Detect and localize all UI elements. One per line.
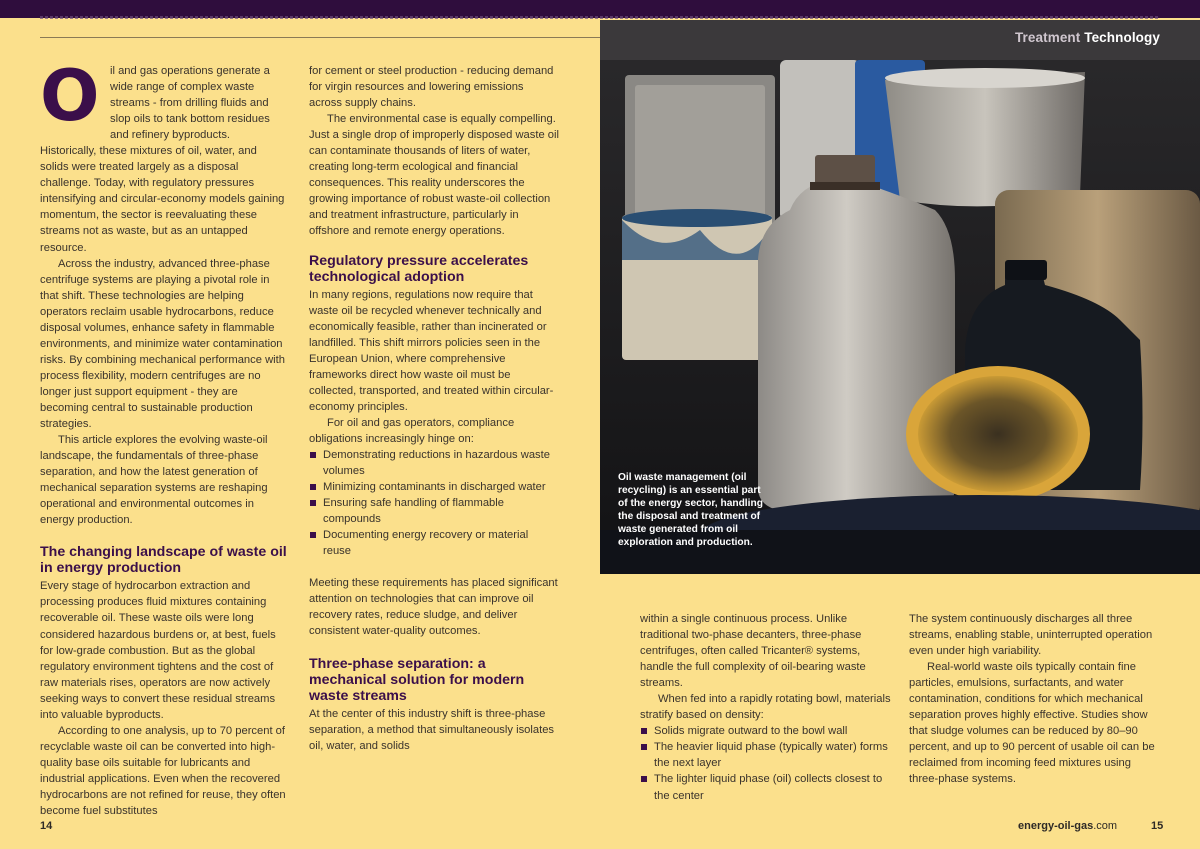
section-label — [1015, 30, 1160, 46]
list-item: Documenting energy recovery or material reuse — [309, 527, 559, 559]
list-item: Solids migrate outward to the bowl wall — [640, 723, 892, 739]
heading-regulatory: Regulatory pressure accelerates technological adoption — [309, 252, 529, 285]
column-3-paragraph-2: When fed into a rapidly rotating bowl, materials stratify based on density: — [640, 693, 891, 722]
three-phase-paragraph-1: At the center of this industry shift is three-phase separation, a method that simultaneously isolates oil, water, and solids — [309, 707, 555, 752]
list-item: Demonstrating reductions in hazardous waste volumes — [309, 447, 559, 479]
list-item: The heavier liquid phase (typically water) forms the next layer — [640, 739, 892, 771]
site-url-tld: .com — [1093, 820, 1118, 832]
column-1 — [40, 55, 288, 819]
list-item: Minimizing contaminants in discharged water — [309, 479, 559, 495]
intro-paragraph-2: Across the industry, advanced three-phase centrifuge systems are playing a pivotal role in that shift. These technologies are helping operators reclaim usable hydrocarbons, reduce disposal volumes, enhance safety in flammable environments, and minimize water contamination risks. By combining mechanical performance with process flexibility, modern centrifuges are no longer just support equipment - they are becoming central to sustainable production strategies. — [40, 257, 285, 431]
density-list — [640, 723, 892, 803]
section-label-bold: Technology — [1084, 30, 1160, 45]
regulatory-paragraph-2: For oil and gas operators, compliance obligations increasingly hinge on: — [309, 416, 515, 445]
photo-caption: Oil waste management (oil recycling) is an essential part of the energy sector, handling the disposal and treatment of waste generated from oil exploration and production. — [618, 472, 763, 549]
list-item: Ensuring safe handling of flammable compounds — [309, 495, 559, 527]
intro-paragraph-1: il and gas operations generate a wide range of complex waste streams - from drilling fluids and slop oils to tank bottom residues and refinery byproducts. Historically, these mixtures of oil, water, and solids were treated largely as a disposal challenge. Today, with regulatory pressures intensifying and circular-economy models gaining momentum, the sector is reevaluating these streams not as waste, but as an untapped resource. — [40, 65, 285, 254]
intro-paragraph-3: This article explores the evolving waste-oil landscape, the fundamentals of three-phase separation, and how the latest generation of mechanical separation systems are reshaping operational and environmental outcomes in energy production. — [40, 434, 268, 527]
page-number-left: 14 — [40, 820, 53, 832]
column-2-paragraph-1: for cement or steel production - reducing demand for virgin resources and lowering emissions across supply chains. — [309, 65, 554, 110]
list-item: The lighter liquid phase (oil) collects closest to the center — [640, 771, 892, 803]
landscape-paragraph-1: Every stage of hydrocarbon extraction and processing produces fluid mixtures containing recoverable oil. These waste oils were long considered hazardous burdens or, at best, fuels for low-grade combustion. But as the global regulatory environment tightens and the cost of raw materials rises, operators are now actively seeking ways to convert these residual streams into valuable byproducts. — [40, 580, 276, 721]
drop-cap: O — [40, 55, 100, 137]
column-3 — [640, 611, 892, 804]
heading-three-phase: Three-phase separation: a mechanical solution for modern waste streams — [309, 655, 525, 704]
regulatory-paragraph-1: In many regions, regulations now require that waste oil be recycled whenever technically and economically feasible, rather than incinerated or landfilled. This shift mirrors policies seen in the European Union, where comprehensive frameworks direct how waste oil must be collected, transported, and treated within circular-economy principles. — [309, 288, 554, 413]
regulatory-paragraph-3: Meeting these requirements has placed significant attention on technologies that can improve oil recovery rates, reduce sludge, and deliver consistent water-quality outcomes. — [309, 577, 558, 638]
column-4-paragraph-1: The system continuously discharges all three streams, enabling stable, uninterrupted operation even under high variability. — [909, 613, 1153, 658]
heading-landscape: The changing landscape of waste oil in energy production — [40, 544, 287, 577]
column-2-paragraph-2: The environmental case is equally compelling. Just a single drop of improperly disposed waste oil can contaminate thousands of liters of water, creating long-term ecological and financial consequences. This reality underscores the growing importance of robust waste-oil collection and treatment infrastructure, particularly in offshore and remote energy operations. — [309, 113, 559, 238]
compliance-list — [309, 447, 559, 559]
column-4 — [909, 611, 1161, 788]
page-number-right: 15 — [1151, 820, 1164, 832]
top-bar — [0, 0, 1200, 18]
site-url-bold: energy-oil-gas — [1018, 820, 1094, 832]
column-2 — [309, 63, 559, 754]
landscape-paragraph-2: According to one analysis, up to 70 percent of recyclable waste oil can be converted into high-quality base oils suitable for lubricants and industrial applications. Even when the recovered hydrocarbons are not refined for reuse, they often become fuel substitutes — [40, 724, 286, 818]
column-3-paragraph-1: within a single continuous process. Unlike traditional two-phase decanters, three-phase centrifuges, often called Tricanter® systems, handle the full complexity of oil-bearing waste streams. — [640, 613, 866, 690]
column-4-paragraph-2: Real-world waste oils typically contain fine particles, emulsions, surfactants, and water contamination, conditions for which mechanical separation proves highly effective. Studies show that sludge volumes can be reduced by 80–90 percent, and up to 90 percent of usable oil can be reclaimed from incoming feed mixtures using three-phase systems. — [909, 661, 1155, 786]
site-url — [1018, 820, 1117, 832]
section-label-light: Treatment — [1014, 30, 1081, 45]
